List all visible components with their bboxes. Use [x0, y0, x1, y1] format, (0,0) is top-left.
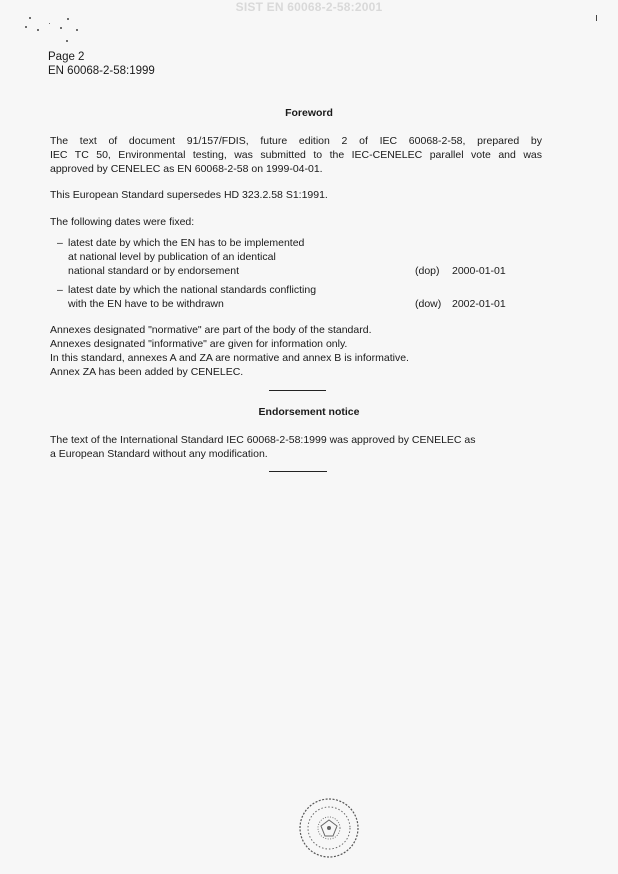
paragraph-line: Annexes designated "normative" are part of the body of the standard. — [50, 324, 372, 336]
endorsement-text — [50, 433, 542, 461]
list-dash: – — [57, 284, 63, 296]
endorsement-title: Endorsement notice — [258, 406, 360, 418]
date-item-line: national standard or by endorsement — [68, 265, 240, 277]
date-value: 2002-01-01 — [452, 298, 506, 310]
paragraph-line: Annexes designated "informative" are given for information only. — [50, 338, 348, 350]
scan-speck — [76, 29, 78, 31]
watermark: SIST EN 60068-2-58:2001 — [235, 0, 383, 14]
paragraph-line: The text of the International Standard IEC 60068-2-58:1999 was approved by CENELEC as — [50, 434, 476, 446]
paragraph-line: approved by CENELEC as EN 60068-2-58 on 1999-04-01. — [50, 163, 323, 175]
scan-speck — [37, 29, 39, 31]
date-item-line: with the EN have to be withdrawn — [68, 298, 224, 310]
paragraph-line: The text of document 91/157/FDIS, future edition 2 of IEC 60068-2-58, prepared by — [50, 135, 542, 147]
paragraph-line: a European Standard without any modification. — [50, 448, 268, 460]
foreword-intro — [50, 134, 542, 176]
date-item-dow — [57, 283, 537, 311]
scan-speck — [29, 17, 31, 19]
date-value: 2000-01-01 — [452, 265, 506, 277]
scan-speck — [66, 40, 68, 42]
page-number: Page 2 — [48, 51, 85, 63]
paragraph-line: In this standard, annexes A and ZA are normative and annex B is informative. — [50, 352, 409, 364]
dates-intro: The following dates were fixed: — [50, 216, 195, 228]
scan-speck — [25, 26, 27, 28]
foreword-title: Foreword — [285, 107, 333, 119]
paragraph-line: Annex ZA has been added by CENELEC. — [50, 366, 244, 378]
supersedes-text: This European Standard supersedes HD 323.2.58 S1:1991. — [50, 189, 328, 201]
date-item-line: latest date by which the EN has to be implemented — [68, 237, 305, 249]
date-item-dop — [57, 236, 537, 278]
scan-speck — [60, 27, 62, 29]
list-dash: – — [57, 237, 63, 249]
annex-notes — [50, 323, 542, 379]
date-code: (dop) — [415, 265, 440, 277]
scan-speck — [596, 15, 597, 21]
paragraph-line: IEC TC 50, Environmental testing, was submitted to the IEC-CENELEC parallel vote and was — [50, 149, 542, 161]
seal-stamp-icon — [297, 796, 361, 865]
scan-speck — [67, 18, 69, 20]
scan-speck — [49, 23, 50, 24]
page-header — [48, 50, 155, 78]
section-divider — [269, 471, 327, 472]
document-id: EN 60068-2-58:1999 — [48, 65, 155, 77]
date-item-line: at national level by publication of an identical — [68, 251, 276, 263]
section-divider — [269, 390, 326, 391]
date-code: (dow) — [415, 298, 442, 310]
date-item-line: latest date by which the national standards conflicting — [68, 284, 317, 296]
